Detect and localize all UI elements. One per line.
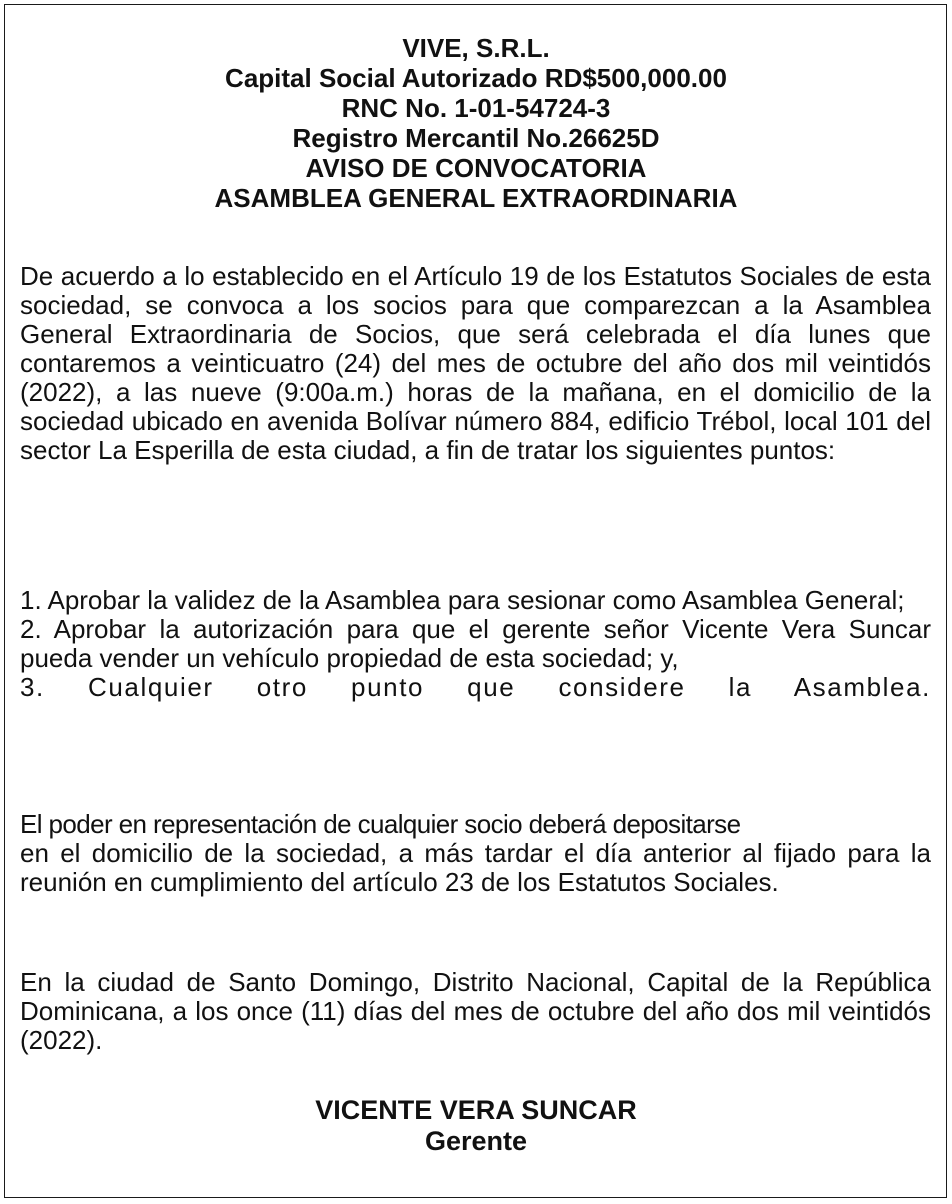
agenda-item-1: 1. Aprobar la validez de la Asamblea para sesionar como Asamblea General; bbox=[20, 585, 905, 615]
signatory-name: VICENTE VERA SUNCAR bbox=[315, 1095, 637, 1125]
authorized-capital: Capital Social Autorizado RD$500,000.00 bbox=[225, 63, 727, 93]
proxy-paragraph-rest: en el domicilio de la sociedad, a más tardar el día anterior al fijado para la reunión en cumplimiento del artículo 23 de los Estatutos Sociales. bbox=[20, 838, 931, 897]
closing-paragraph: En la ciudad de Santo Domingo, Distrito Nacional, Capital de la República Dominicana, a los once (11) días del mes de octubre del año dos mil veintidós (2022). bbox=[20, 967, 931, 1055]
assembly-title: ASAMBLEA GENERAL EXTRAORDINARIA bbox=[214, 183, 738, 213]
intro-paragraph: De acuerdo a lo establecido en el Artículo 19 de los Estatutos Sociales de esta sociedad, se convoca a los socios para que comparezcan a la Asamblea General Extraordinaria de Socios, que será celebrada el día lunes que contaremos a veinticuatro (24) del mes de octubre del año dos mil veintidós (2022), a las nueve (9:00a.m.) horas de la mañana, en el domicilio de la sociedad ubicado en avenida Bolívar número 884, edificio Trébol, local 101 del sector La Esperilla de esta ciudad, a fin de tratar los siguientes puntos: bbox=[20, 261, 931, 465]
notice-header bbox=[0, 33, 952, 213]
company-name: VIVE, S.R.L. bbox=[402, 33, 550, 63]
notice-title: AVISO DE CONVOCATORIA bbox=[305, 153, 647, 183]
signature-block bbox=[0, 1095, 952, 1157]
proxy-paragraph bbox=[20, 810, 931, 897]
agenda-item-2: 2. Aprobar la autorización para que el gerente señor Vicente Vera Suncar pueda vender un vehículo propiedad de esta sociedad; y, bbox=[20, 614, 931, 673]
agenda-list bbox=[20, 586, 931, 702]
agenda-item-3: 3. Cualquier otro punto que considere la Asamblea. bbox=[20, 672, 931, 702]
mercantile-registry: Registro Mercantil No.26625D bbox=[292, 123, 660, 153]
rnc-number: RNC No. 1-01-54724-3 bbox=[341, 93, 611, 123]
signatory-role: Gerente bbox=[424, 1126, 528, 1156]
proxy-paragraph-first-line: El poder en representación de cualquier socio deberá depositarse bbox=[20, 809, 741, 839]
